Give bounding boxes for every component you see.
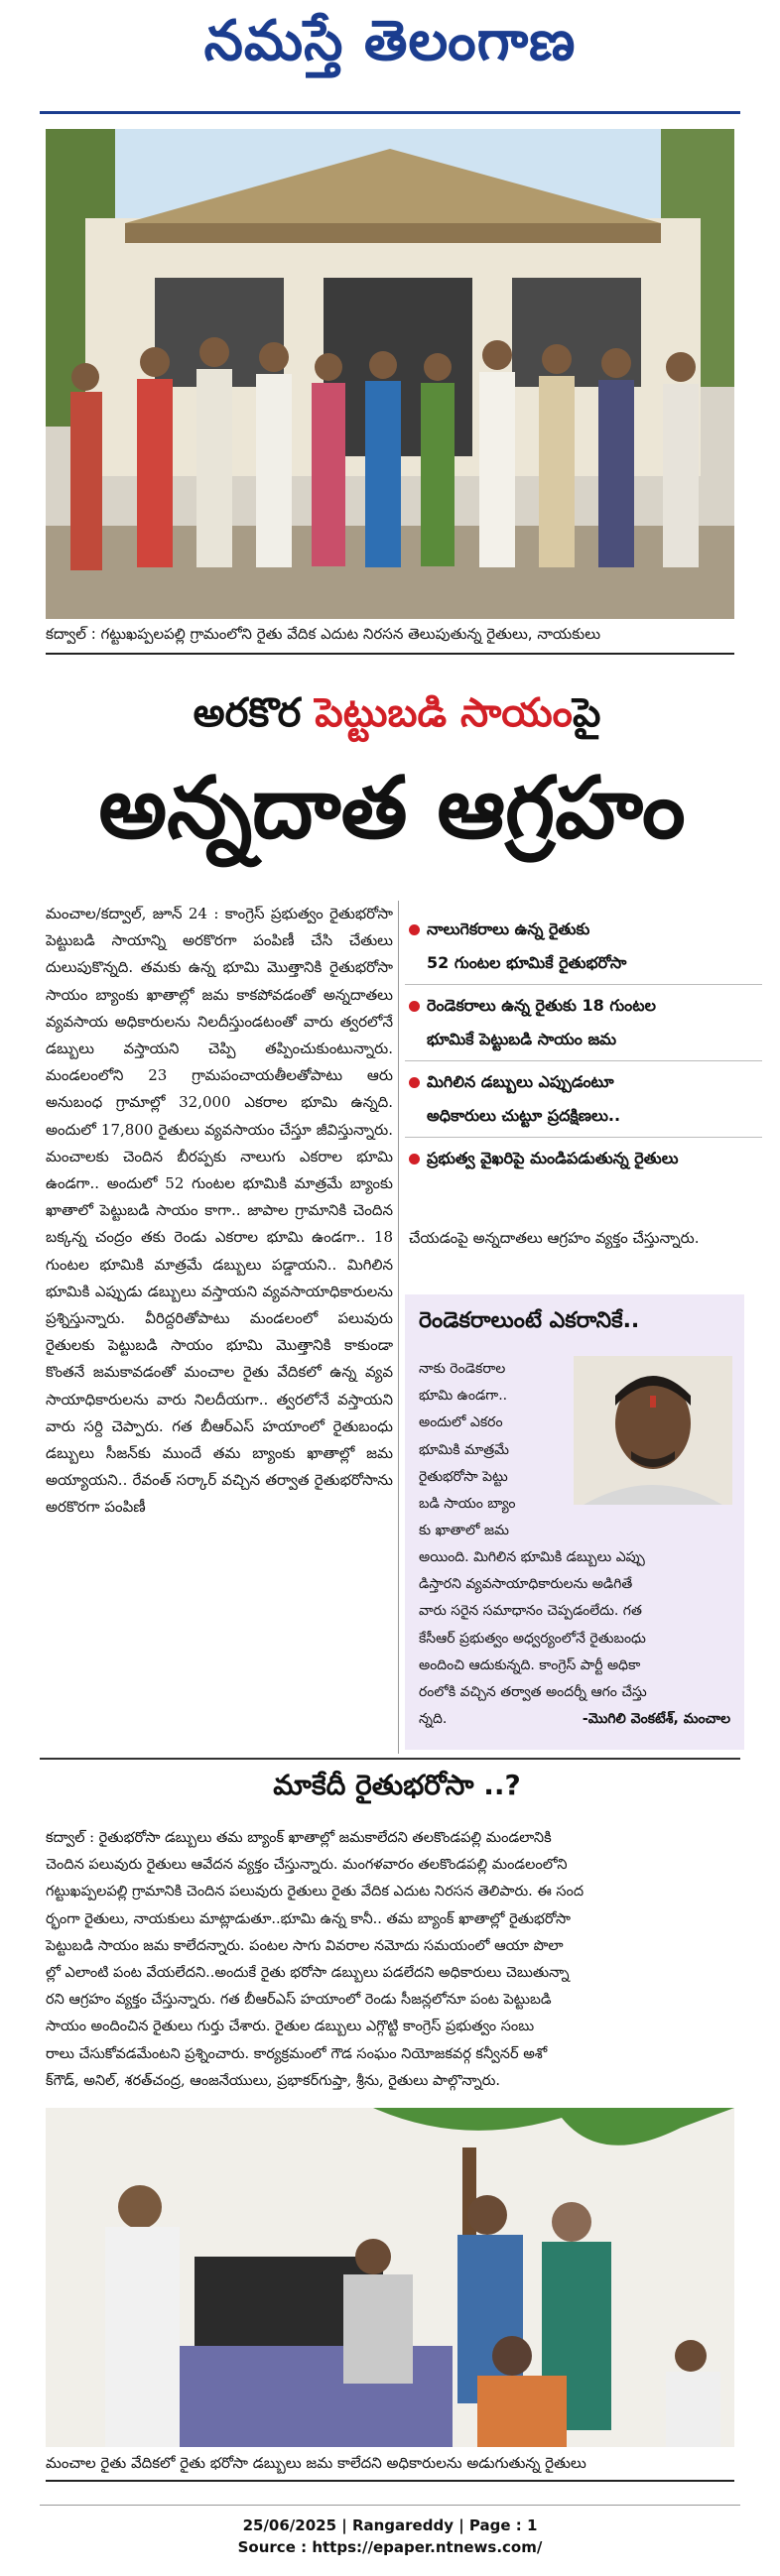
highlight-item: మిగిలిన డబ్బులు ఎప్పుడంటూ అధికారులు చుట్టూ ప్రదక్షిణలు.. (405, 1065, 762, 1133)
highlight-item: రెండెకరాలు ఉన్న రైతుకు 18 గుంటల భూమికే పెట్టుబడి సాయం జమ (405, 989, 762, 1056)
top-photo (46, 129, 734, 619)
caption-rule (46, 2480, 734, 2482)
footer-date-edition: 25/06/2025 | Rangareddy | Page : 1 (242, 2516, 538, 2534)
bottom-photo-caption: మంచాల రైతు వేదికలో రైతు భరోసా డబ్బులు జమ కాలేదని అధికారులను అడుగుతున్న రైతులు (46, 2454, 586, 2472)
highlight-item: నాలుగెకరాలు ఉన్న రైతుకు 52 గుంటల భూమికే రైతుభరోసా (405, 913, 762, 980)
top-photo-illustration (46, 129, 734, 619)
portrait-illustration (574, 1356, 732, 1505)
masthead-rule (40, 111, 740, 114)
column-divider (398, 901, 399, 1754)
portrait-photo (574, 1356, 732, 1505)
caption-rule (46, 653, 734, 655)
kicker-prefix: అరకొర (193, 689, 316, 736)
article-column-2-tail: చేయడంపై అన్నదాతలు ఆగ్రహం వ్యక్తం చేస్తున్నారు. (409, 1229, 700, 1247)
quote-signature: -మొగిలి వెంకటేశ్, మంచాల (582, 1711, 730, 1727)
kicker (139, 687, 655, 739)
footer (0, 2515, 780, 2558)
footer-rule (40, 2505, 740, 2506)
masthead-title: నమస్తే తెలంగాణ (203, 8, 577, 73)
second-story-subhead: మాకేదీ రైతుభరోసా ..? (273, 1769, 521, 1801)
quote-box-title: రెండెకరాలుంటే ఎకరానికే.. (419, 1308, 640, 1333)
article-column-1: మంచాల/కద్వాల్, జూన్ 24 : కాంగ్రెస్ ప్రభుత్వం రైతుభరోసా పెట్టుబడి సాయాన్ని అరకొరగా పంపిణీ చేసి చేతులు దులుపుకొన్నది. తమకు ఉన్న భూమి మొత్తానికి రైతుభరోసా సాయం బ్యాంకు ఖాతాల్లో జమ కాకపోవడంతో అన్నదాతలు వ్యవసాయ అధికారులను నిలదీస్తుండటంతో వారు త్వరలోనే డబ్బులు వస్తాయని చెప్పి తప్పించుకుంటున్నారు. మండలంలోని 23 గ్రామపంచాయతీలతోపాటు ఆరు అనుబంధ గ్రామాల్లో 32,000 ఎకరాల భూమి ఉన్నది. అందులో 17,800 రైతులు వ్యవసాయం చేస్తూ జీవిస్తున్నారు. మంచాలకు చెందిన బీరప్పకు నాలుగు ఎకరాల భూమి ఉండగా.. అందులో 52 గుంటల భూమికి మాత్రమే బ్యాంకు ఖాతాలో పెట్టుబడి సాయం కాగా.. జాపాల గ్రామానికి చెందిన బక్కన్న చంద్రం తకు రెండు ఎకరాల భూమి ఉండగా.. 18 గుంటల భూమికి మాత్రమే డబ్బులు పడ్డాయని.. మిగిలిన భూమికి ఎప్పుడు డబ్బులు వస్తాయని వ్యవసాయాధికారులను ప్రశ్నిస్తున్నారు. వీరిద్దరితోపాటు మండలంలో పలువురు రైతులకు పెట్టుబడి సాయం భూమి మొత్తానికి కాకుండా కొంతనే జమకావడంతో మంచాల రైతు వేదికలో ఉన్న వ్యవ సాయాధికారులను వారు నిలదీయగా.. త్వరలోనే వస్తాయని వారు సర్ది చెప్పారు. గత బీఆర్ఎస్ హయాంలో రైతుబంధు డబ్బులు సీజన్‌కు ముందే తమ బ్యాంకు ఖాతాల్లో జమ అయ్యాయని.. రేవంత్ సర్కార్ వచ్చిన తర్వాత రైతుభరోసాను అరకొరగా పంపిణీ (46, 905, 393, 1517)
bottom-photo (46, 2108, 734, 2447)
highlight-divider (405, 1060, 762, 1061)
quote-box-text-narrow: నాకు రెండెకరాల భూమి ఉండగా.. అందులో ఎకరం భూమికి మాత్రమే రైతుభరోసా పెట్టు బడి సాయం బ్యాం కు ఖాతాలో జమ (419, 1361, 516, 1539)
bottom-photo-illustration (46, 2108, 734, 2447)
quote-box (405, 1294, 744, 1750)
highlights-list (405, 913, 762, 1175)
highlight-item: ప్రభుత్వ వైఖరిపై మండిపడుతున్న రైతులు (405, 1142, 762, 1175)
kicker-suffix: పై (572, 689, 601, 736)
headline: అన్నదాత ఆగ్రహం (98, 758, 686, 858)
second-story-body: కద్వాల్ : రైతుభరోసా డబ్బులు తమ బ్యాంక్ ఖాతాల్లో జమకాలేదని తలకొండపల్లి మండలానికి చెందిన పలువురు రైతులు ఆవేదన వ్యక్తం చేస్తున్నారు. మంగళవారం తలకొండపల్లి మండలంలోని గట్టుఖప్పలపల్లి గ్రామానికి చెందిన పలువురు రైతులు రైతు వేదిక ఎదుట నిరసన తెలిపారు. ఈ సంద ర్భంగా రైతులు, నాయకులు మాట్లాడుతూ..భూమి ఉన్న కానీ.. తమ బ్యాంక్ ఖాతాల్లో రైతుభరోసా పెట్టుబడి సాయం జమ కాలేదన్నారు. పంటల సాగు వివరాల నమోదు సమయంలో ఆయా పొలా ల్లో ఎలాంటి పంట వేయలేదని..అందుకే రైతు భరోసా డబ్బులు పడలేదని అధికారులు చెబుతున్నా రని ఆగ్రహం వ్యక్తం చేస్తున్నారు. గత బీఆర్ఎస్ హయాంలో రెండు సీజన్లలోనూ పంట పెట్టుబడి సాయం అందించిన రైతులు గుర్తు చేశారు. రైతుల డబ్బులు ఎగ్గొట్టి కాంగ్రెస్ ప్రభుత్వం సంబు రాలు చేసుకోవడమేంటని ప్రశ్నించారు. కార్యక్రమంలో గౌడ సంఘం నియోజకవర్గ కన్వీనర్ అశో క్‌గౌడ్, అనిల్, శరత్‌చంద్ర, ఆంజనేయులు, ప్రభాకర్‌గుప్తా, శ్రీను, రైతులు పాల్గొన్నారు. (46, 1830, 585, 2089)
highlight-divider (405, 984, 762, 985)
section-rule (40, 1758, 740, 1760)
highlight-divider (405, 1137, 762, 1138)
kicker-highlight: పెట్టుబడి సాయం (315, 689, 573, 736)
footer-source-link[interactable]: Source : https://epaper.ntnews.com/ (237, 2538, 543, 2556)
top-photo-caption: కద్వాల్ : గట్టుఖప్పలపల్లి గ్రామంలోని రైతు వేదిక ఎదుట నిరసన తెలుపుతున్న రైతులు, నాయకులు (46, 625, 601, 643)
quote-box-text-last: న్నది. (419, 1711, 448, 1727)
masthead (0, 0, 780, 111)
quote-box-text-wide: అయింది. మిగిలిన భూమికి డబ్బులు ఎప్పు డిస్తారని వ్యవసాయాధికారులను అడిగితే వారు సరైన సమాధానం చెప్పడంలేదు. గత కేసీఆర్ ప్రభుత్వం అధ్వర్యంలోనే రైతుబంధు అందించి ఆదుకున్నది. కాంగ్రెస్ పార్టీ అధికా రంలోకి వచ్చిన తర్వాత అందర్నీ ఆగం చేస్తు (419, 1549, 647, 1701)
